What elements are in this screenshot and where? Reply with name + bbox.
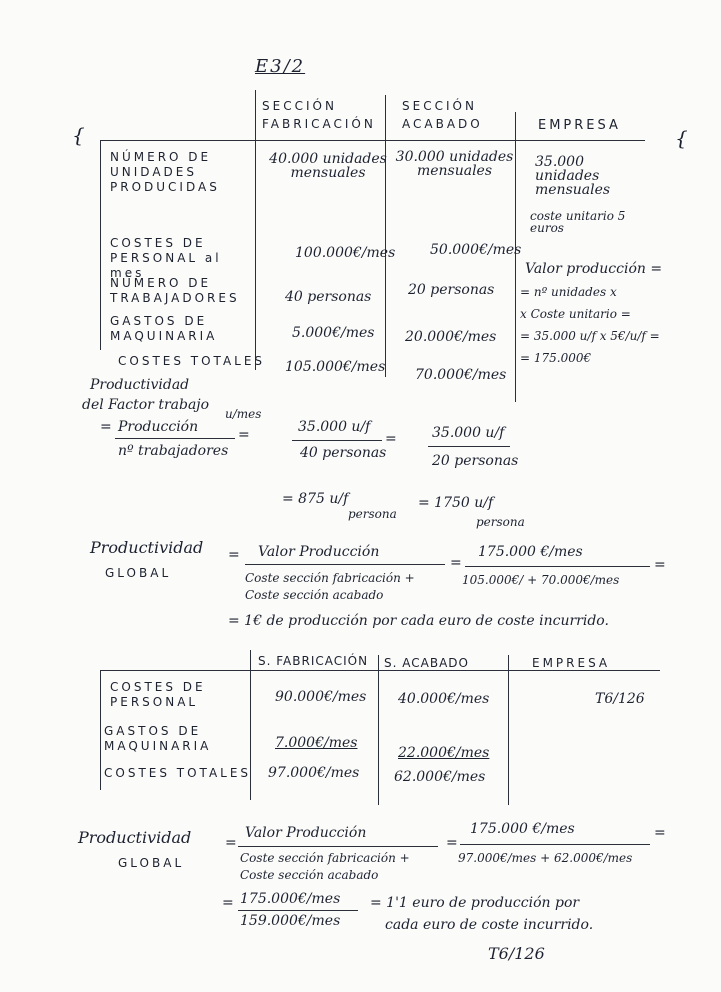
fab-machinery: 5.000€/mes bbox=[292, 325, 375, 341]
table1-hline bbox=[100, 140, 645, 141]
table2-vline-3 bbox=[508, 655, 509, 805]
row-label-machinery: GASTOS DE MAQUINARIA bbox=[110, 314, 218, 343]
labor-aca-num: 35.000 u/f bbox=[432, 425, 505, 441]
labor-fab-result: = 875 u/f bbox=[282, 491, 349, 507]
global2-title-1: Productividad bbox=[78, 828, 192, 847]
table2-hline bbox=[100, 670, 660, 671]
table2-vline-2 bbox=[378, 655, 379, 805]
global1-formula-num: Valor Producción bbox=[258, 544, 380, 560]
labor-fab-eq: = bbox=[385, 431, 397, 447]
global1-formula-den: Coste sección fabricación + Coste sección acabado bbox=[245, 571, 415, 602]
table1-vline-2 bbox=[385, 95, 386, 377]
fab-personnel: 100.000€/mes bbox=[295, 245, 396, 261]
labor-formula-den: nº trabajadores bbox=[118, 443, 229, 459]
global2-final-fraction-line bbox=[238, 910, 358, 911]
margin-mark-left: { bbox=[72, 123, 85, 147]
global1-eq-2: = bbox=[450, 555, 462, 571]
global2-formula-num: Valor Producción bbox=[245, 825, 367, 841]
global1-num-value: 175.000 €/mes bbox=[478, 544, 583, 560]
global1-title-1: Productividad bbox=[90, 538, 204, 557]
table2-header-empresa: EMPRESA bbox=[532, 656, 611, 670]
global2-eq-4: = bbox=[222, 895, 234, 911]
labor-aca-den: 20 personas bbox=[432, 453, 519, 469]
emp-units: 35.000 unidades mensuales bbox=[535, 154, 611, 198]
global1-eq-1: = bbox=[228, 547, 240, 563]
emp-value-5: = 175.000€ bbox=[520, 351, 592, 365]
labor-formula-fraction-line bbox=[115, 438, 235, 439]
labor-formula-num: Producción bbox=[118, 419, 199, 435]
table1-vline-1 bbox=[255, 90, 256, 370]
global2-result-1: = 1'1 euro de producción por bbox=[370, 895, 580, 911]
row-label-workers: NÚMERO DE TRABAJADORES bbox=[110, 276, 240, 305]
table1-header-fabricacion: SECCIÓN FABRICACIÓN bbox=[262, 99, 376, 131]
global1-formula-fraction-line bbox=[245, 564, 445, 565]
global2-title-2: GLOBAL bbox=[118, 856, 185, 870]
labor-fab-num: 35.000 u/f bbox=[298, 419, 371, 435]
table2-header-acabado: S. ACABADO bbox=[384, 656, 469, 670]
labor-unit-note: u/mes bbox=[225, 407, 262, 421]
global1-den-value: 105.000€/ + 70.000€/mes bbox=[462, 573, 620, 587]
emp-value-1: Valor producción = bbox=[525, 261, 663, 277]
row-label-total: COSTES TOTALES bbox=[118, 354, 266, 368]
table1-header-empresa: EMPRESA bbox=[538, 118, 621, 133]
table2-aca-personnel: 40.000€/mes bbox=[398, 691, 490, 707]
table2-aca-machinery: 22.000€/mes bbox=[398, 745, 490, 761]
margin-mark-right: { bbox=[675, 126, 688, 150]
aca-workers: 20 personas bbox=[408, 282, 495, 298]
labor-fab-den: 40 personas bbox=[300, 445, 387, 461]
table2-row-label-personnel: COSTES DE PERSONAL bbox=[110, 680, 206, 709]
table2-empresa-ref: T6/126 bbox=[595, 691, 645, 707]
emp-value-2: = nº unidades x bbox=[520, 285, 617, 299]
table1-left-border bbox=[100, 140, 101, 350]
emp-value-3: x Coste unitario = bbox=[520, 307, 631, 321]
table2-left-border bbox=[100, 670, 101, 790]
labor-eq-sign: = bbox=[100, 419, 112, 435]
row-label-units: NÚMERO DE UNIDADES PRODUCIDAS bbox=[110, 150, 220, 194]
global2-num-value: 175.000 €/mes bbox=[470, 821, 575, 837]
row-label-personnel: COSTES DE PERSONAL al mes bbox=[110, 236, 222, 280]
aca-personnel: 50.000€/mes bbox=[430, 242, 522, 258]
labor-title-2: del Factor trabajo bbox=[82, 397, 210, 413]
global2-eq-1: = bbox=[225, 835, 237, 851]
table2-row-label-total: COSTES TOTALES bbox=[104, 766, 252, 780]
global2-ref: T6/126 bbox=[488, 944, 545, 963]
fab-units: 40.000 unidades mensuales bbox=[269, 151, 387, 181]
labor-aca-result: = 1750 u/f bbox=[418, 495, 494, 511]
table2-row-label-machinery: GASTOS DE MAQUINARIA bbox=[104, 724, 212, 753]
global1-result: = 1€ de producción por cada euro de coste incurrido. bbox=[228, 613, 609, 629]
labor-formula-eq: = bbox=[238, 427, 250, 443]
global2-result-2: cada euro de coste incurrido. bbox=[385, 917, 594, 933]
labor-title-1: Productividad bbox=[90, 377, 190, 393]
aca-total: 70.000€/mes bbox=[415, 367, 507, 383]
aca-machinery: 20.000€/mes bbox=[405, 329, 497, 345]
global2-eq-3: = bbox=[654, 825, 666, 841]
labor-fab-result-den: persona bbox=[348, 507, 397, 521]
global2-final-num: 175.000€/mes bbox=[240, 891, 341, 907]
global2-formula-fraction-line bbox=[238, 846, 438, 847]
table1-header-acabado: SECCIÓN ACABADO bbox=[402, 99, 483, 131]
global2-formula-den: Coste sección fabricación + Coste sección acabado bbox=[240, 851, 410, 882]
table2-fab-personnel: 90.000€/mes bbox=[275, 689, 367, 705]
labor-aca-fraction-line bbox=[428, 446, 510, 447]
labor-fab-fraction-line bbox=[292, 440, 382, 441]
emp-value-4: = 35.000 u/f x 5€/u/f = bbox=[520, 329, 660, 343]
global2-den-value: 97.000€/mes + 62.000€/mes bbox=[458, 851, 633, 865]
global1-value-fraction-line bbox=[465, 566, 650, 567]
global2-eq-2: = bbox=[446, 835, 458, 851]
global2-final-den: 159.000€/mes bbox=[240, 913, 341, 929]
page-title: E3/2 bbox=[255, 56, 306, 77]
table2-header-fabricacion: S. FABRICACIÓN bbox=[258, 654, 369, 668]
fab-workers: 40 personas bbox=[285, 289, 372, 305]
global1-eq-3: = bbox=[654, 557, 666, 573]
emp-unit-cost: coste unitario 5 euros bbox=[530, 209, 626, 235]
table2-fab-total: 97.000€/mes bbox=[268, 765, 360, 781]
labor-aca-result-den: persona bbox=[476, 515, 525, 529]
table2-fab-machinery: 7.000€/mes bbox=[275, 735, 358, 751]
aca-units: 30.000 unidades mensuales bbox=[395, 149, 514, 179]
global2-value-fraction-line bbox=[460, 844, 650, 845]
global1-title-2: GLOBAL bbox=[105, 566, 172, 580]
fab-total: 105.000€/mes bbox=[285, 359, 386, 375]
table2-aca-total: 62.000€/mes bbox=[394, 769, 486, 785]
